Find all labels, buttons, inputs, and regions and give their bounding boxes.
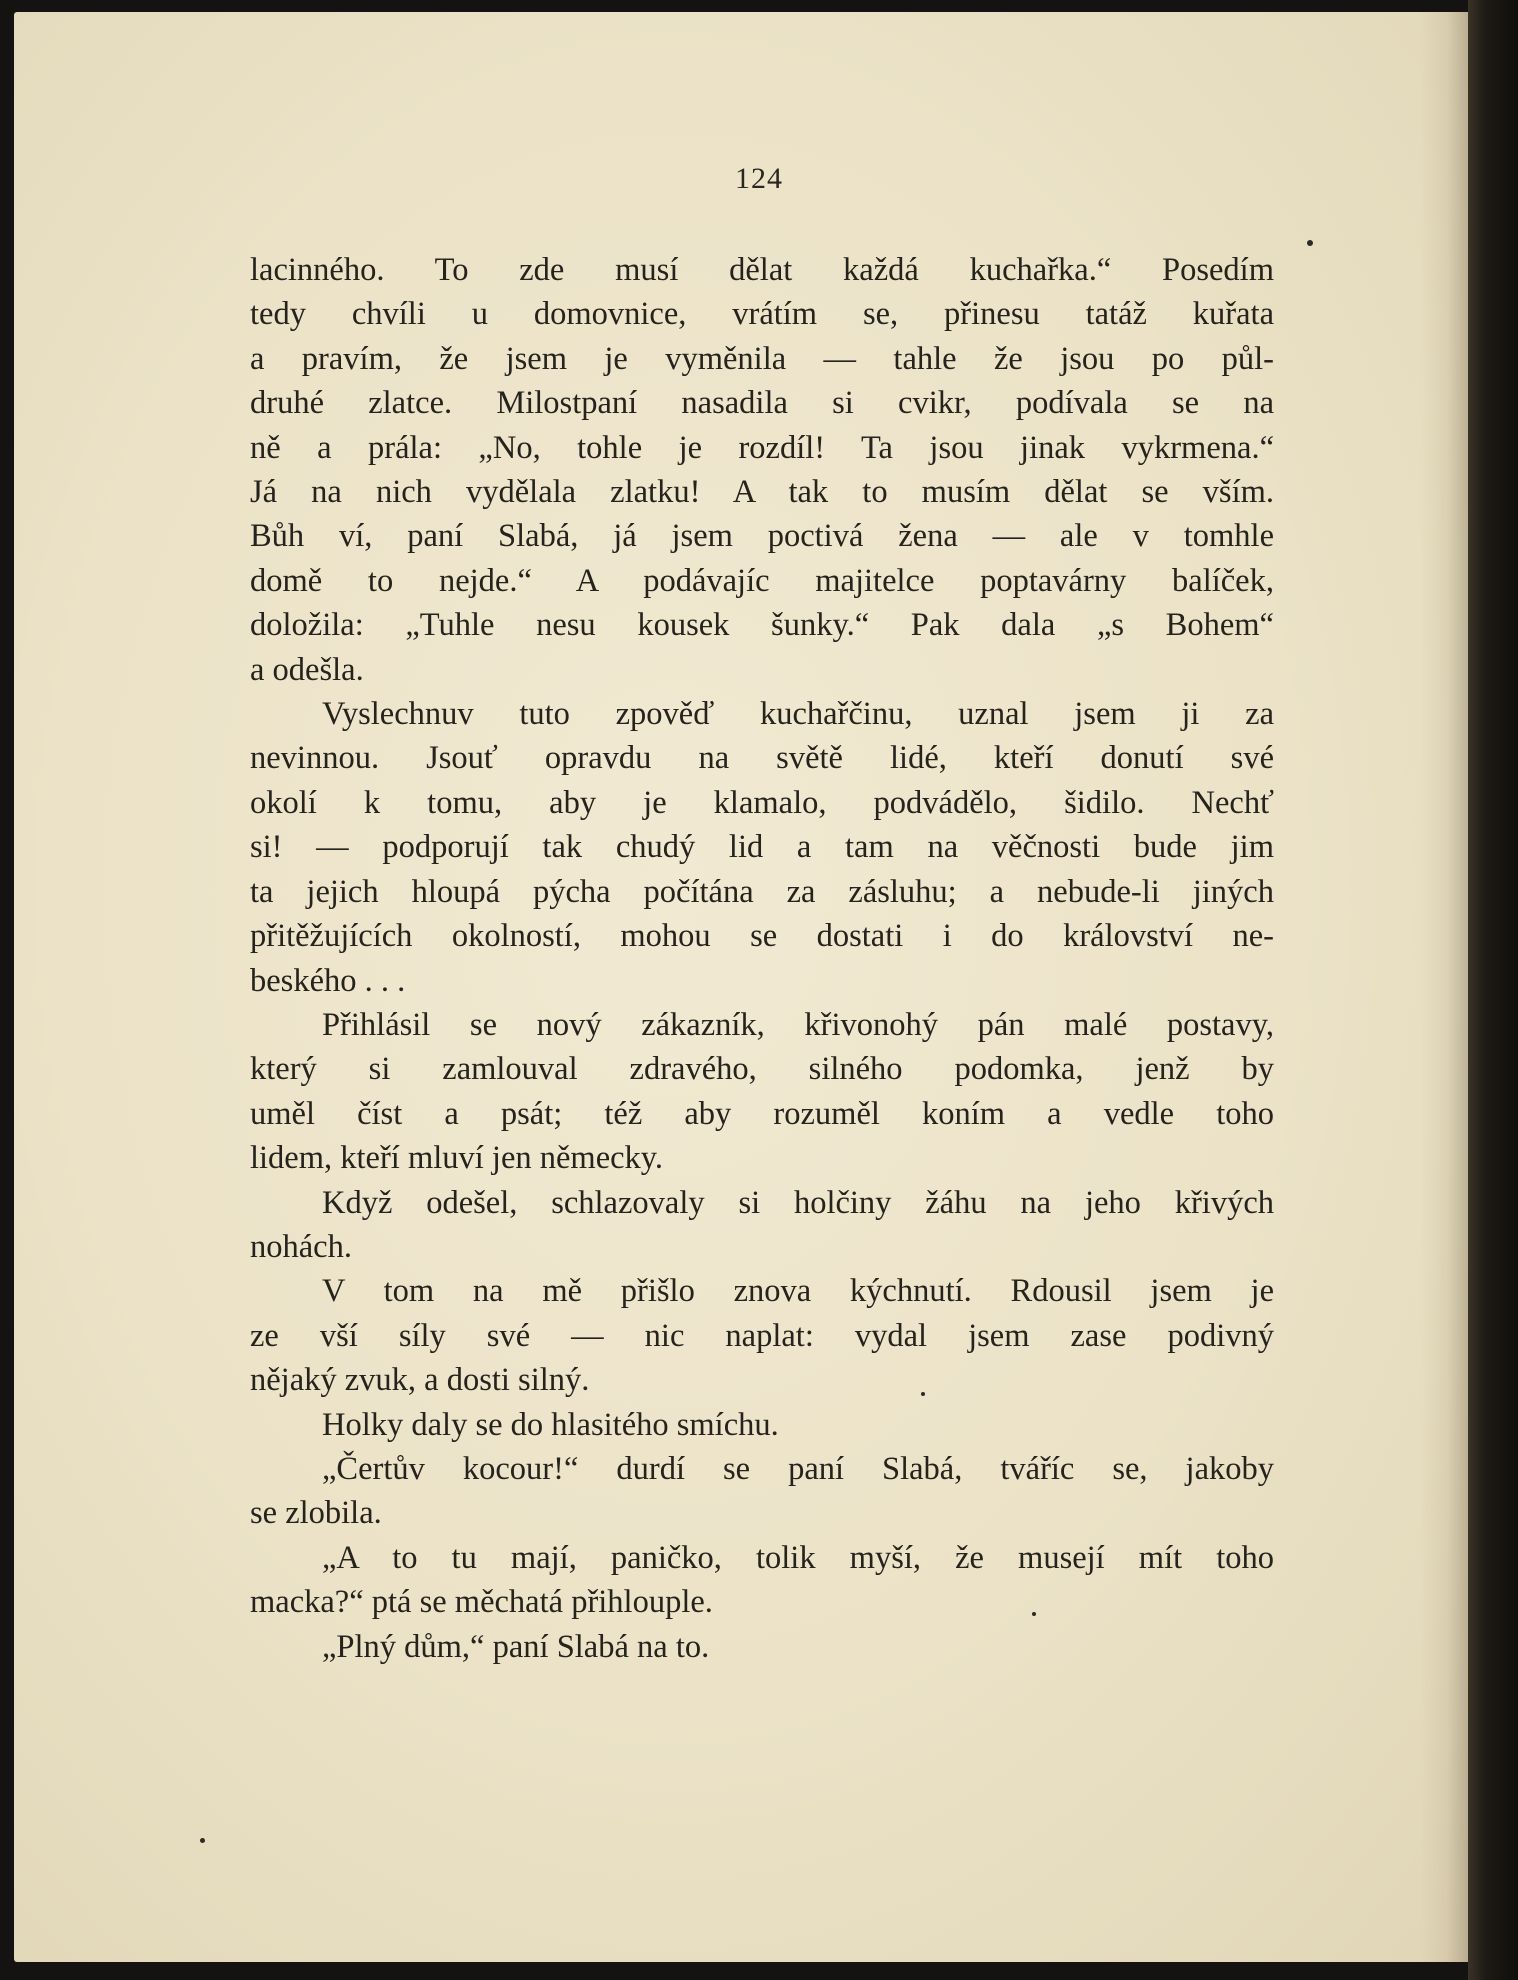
paragraph	[250, 1403, 1274, 1447]
text-line: Bůh ví, paní Slabá, já jsem poctivá žena — ale v tomhle	[250, 518, 1274, 555]
ink-speck	[200, 1838, 205, 1843]
paragraph	[250, 248, 1274, 692]
text-line: druhé zlatce. Milostpaní nasadila si cvikr, podívala se na	[250, 385, 1274, 422]
scan-border-right	[1468, 0, 1518, 1980]
text-line: nohách.	[250, 1228, 352, 1265]
text-line: V tom na mě přišlo znova kýchnutí. Rdousil jsem je	[322, 1273, 1274, 1310]
text-line: a odešla.	[250, 651, 364, 688]
text-line: se zlobila.	[250, 1495, 382, 1532]
text-line: si! — podporují tak chudý lid a tam na věčnosti bude jim	[250, 829, 1274, 866]
text-line: nějaký zvuk, a dosti silný.	[250, 1362, 590, 1399]
text-line: nevinnou. Jsouť opravdu na světě lidé, kteří donutí své	[250, 740, 1274, 777]
paragraph	[250, 1269, 1274, 1402]
text-line: lidem, kteří mluví jen německy.	[250, 1140, 664, 1177]
text-line: Já na nich vydělala zlatku! A tak to musím dělat se vším.	[250, 474, 1274, 511]
paragraph	[250, 692, 1274, 1003]
text-line: ze vší síly své — nic naplat: vydal jsem zase podivný	[250, 1317, 1274, 1354]
text-line: přitěžujících okolností, mohou se dostati i do království ne-	[250, 918, 1274, 955]
text-line: beského . . .	[250, 962, 406, 999]
text-line: doložila: „Tuhle nesu kousek šunky.“ Pak dala „s Bohem“	[250, 607, 1274, 644]
text-line: okolí k tomu, aby je klamalo, podvádělo, šidilo. Nechť	[250, 784, 1274, 821]
body-text	[250, 248, 1274, 1669]
text-line: uměl číst a psát; též aby rozuměl koním a vedle toho	[250, 1095, 1274, 1132]
text-line: Vyslechnuv tuto zpověď kuchařčinu, uznal jsem ji za	[322, 696, 1274, 733]
ink-speck	[1307, 240, 1313, 246]
paragraph	[250, 1625, 1274, 1669]
paragraph	[250, 1003, 1274, 1181]
paragraph	[250, 1536, 1274, 1625]
text-line: Přihlásil se nový zákazník, křivonohý pán malé postavy,	[322, 1006, 1274, 1043]
text-line: tedy chvíli u domovnice, vrátím se, přinesu tatáž kuřata	[250, 296, 1274, 333]
text-line: „Čertův kocour!“ durdí se paní Slabá, tváříc se, jakoby	[322, 1450, 1274, 1487]
text-line: Když odešel, schlazovaly si holčiny žáhu na jeho křivých	[322, 1184, 1274, 1221]
text-line: ně a prála: „No, tohle je rozdíl! Ta jsou jinak vykrmena.“	[250, 429, 1274, 466]
text-line: Holky daly se do hlasitého smíchu.	[322, 1406, 779, 1443]
text-line: domě to nejde.“ A podávajíc majitelce poptavárny balíček,	[250, 562, 1274, 599]
text-line: macka?“ ptá se měchatá přihlouple.	[250, 1584, 713, 1621]
text-line: „Plný dům,“ paní Slabá na to.	[322, 1628, 710, 1665]
text-line: a pravím, že jsem je vyměnila — tahle že jsou po půl-	[250, 340, 1274, 377]
text-line: lacinného. To zde musí dělat každá kuchařka.“ Posedím	[250, 252, 1274, 288]
paragraph	[250, 1181, 1274, 1270]
page-number: 124	[735, 162, 783, 195]
text-line: „A to tu mají, paničko, tolik myší, že musejí mít toho	[322, 1539, 1274, 1576]
paragraph	[250, 1447, 1274, 1536]
text-line: který si zamlouval zdravého, silného podomka, jenž by	[250, 1051, 1274, 1088]
text-line: ta jejich hloupá pýcha počítána za zásluhu; a nebude-li jiných	[250, 873, 1274, 910]
